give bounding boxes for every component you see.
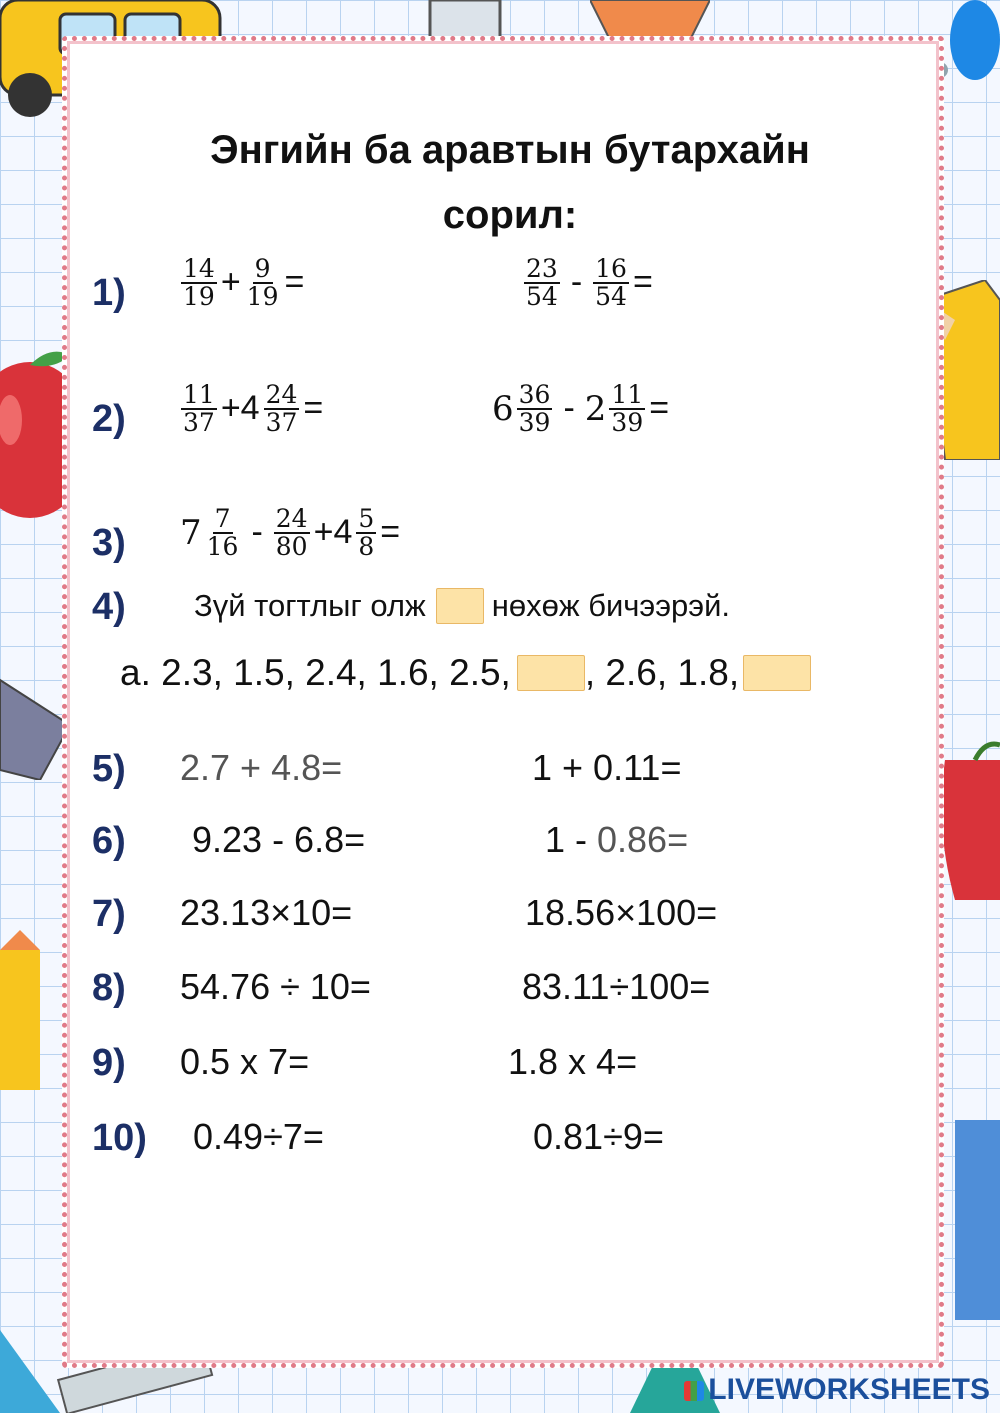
expression-part: 0.86= [597, 819, 689, 860]
numerator: 5 [358, 504, 375, 533]
operator: +4 [313, 513, 353, 551]
denominator: 19 [246, 281, 279, 311]
problem-8a-expression: 54.76 ÷ 10= [180, 966, 371, 1007]
problem-8-number: 8) [92, 967, 126, 1009]
problem-3-expression [180, 506, 403, 559]
problem-4-instruction [194, 588, 730, 624]
fraction [517, 382, 553, 435]
problem-10a-expression: 0.49÷7= [193, 1116, 324, 1157]
watermark-text: LIVEWORKSHEETS [708, 1373, 990, 1406]
instruction-text-1: Зүй тогтлыг олж [194, 588, 426, 623]
whole-number: 2 [584, 388, 607, 429]
operator: - [570, 263, 583, 301]
numerator: 9 [254, 254, 271, 283]
whole-number: 6 [492, 388, 514, 429]
sequence-text-b: , 2.6, 1.8, [584, 652, 740, 693]
liveworksheets-logo-icon [684, 1381, 704, 1401]
problem-9-number: 9) [92, 1042, 126, 1084]
sequence-text-a: a. 2.3, 1.5, 2.4, 1.6, 2.5, [120, 652, 511, 693]
liveworksheets-watermark [684, 1373, 990, 1407]
fraction [264, 382, 300, 435]
denominator: 19 [183, 281, 215, 311]
instruction-text-2: нөхөж бичээрэй. [491, 588, 731, 623]
problem-2b-expression [492, 382, 672, 435]
numerator: 24 [275, 504, 308, 533]
denominator: 37 [183, 407, 215, 437]
answer-input-box-1[interactable] [517, 655, 585, 691]
problem-2-number: 2) [92, 398, 126, 440]
fraction [524, 256, 560, 309]
problem-7-number: 7) [92, 893, 126, 935]
numerator: 14 [183, 254, 215, 283]
operator: - [251, 513, 263, 551]
equals-sign: = [380, 513, 401, 551]
denominator: 37 [265, 407, 298, 437]
problem-8b-expression: 83.11÷100= [522, 966, 711, 1007]
problem-9b-expression: 1.8 x 4= [508, 1041, 638, 1082]
problem-9a-expression: 0.5 x 7= [180, 1041, 310, 1082]
fraction [356, 506, 376, 559]
problem-4-sequence [120, 652, 811, 694]
worksheet-title-line1: Энгийн ба аравтын бутархайн [210, 128, 810, 172]
denominator: 80 [275, 531, 308, 561]
whole-number: 7 [180, 512, 202, 553]
numerator: 11 [611, 380, 644, 409]
problem-5a-expression: 2.7 + 4.8= [180, 747, 343, 788]
answer-input-box-2[interactable] [743, 655, 811, 691]
problem-10b-expression: 0.81÷9= [533, 1116, 664, 1157]
problem-1-number: 1) [92, 272, 126, 314]
worksheet-title-line2: сорил: [442, 193, 578, 237]
problem-2a-expression [180, 382, 326, 435]
denominator: 54 [526, 281, 558, 311]
problem-7b-expression: 18.56×100= [525, 892, 718, 933]
apple-right-illustration [935, 740, 1000, 920]
operator: - [563, 389, 575, 427]
problem-5b-expression: 1 + 0.11= [532, 747, 682, 788]
expression-part: 1 - [545, 819, 598, 860]
problem-6a-expression: 9.23 - 6.8= [192, 819, 366, 860]
numerator: 16 [595, 254, 627, 283]
operator: +4 [220, 389, 260, 427]
problem-1b-expression [523, 256, 656, 309]
fraction [205, 506, 241, 559]
fraction [245, 256, 281, 309]
numerator: 7 [214, 504, 231, 533]
problem-6b-expression [545, 819, 688, 861]
problem-5-number: 5) [92, 748, 126, 790]
fraction [181, 382, 217, 435]
equals-sign: = [649, 389, 670, 427]
operator: + [220, 263, 241, 301]
numerator: 36 [518, 380, 551, 409]
equals-sign: = [303, 389, 324, 427]
problem-7a-expression: 23.13×10= [180, 892, 353, 933]
fraction [593, 256, 629, 309]
problem-10-number: 10) [92, 1117, 147, 1159]
denominator: 39 [611, 407, 644, 437]
fraction [274, 506, 310, 559]
numerator: 24 [265, 380, 298, 409]
numerator: 23 [526, 254, 558, 283]
equals-sign: = [632, 263, 653, 301]
problem-4-number: 4) [92, 586, 126, 628]
blue-crayon-right-illustration [955, 1120, 1000, 1320]
crayon-left-illustration [0, 930, 45, 1090]
equals-sign: = [284, 263, 305, 301]
denominator: 39 [518, 407, 551, 437]
example-answer-box [436, 588, 484, 624]
numerator: 11 [183, 380, 215, 409]
fraction [181, 256, 217, 309]
denominator: 54 [595, 281, 627, 311]
denominator: 8 [358, 531, 375, 561]
denominator: 16 [206, 531, 239, 561]
problem-3-number: 3) [92, 522, 126, 564]
problem-6-number: 6) [92, 820, 126, 862]
problem-1a-expression [180, 256, 307, 309]
fraction [609, 382, 645, 435]
